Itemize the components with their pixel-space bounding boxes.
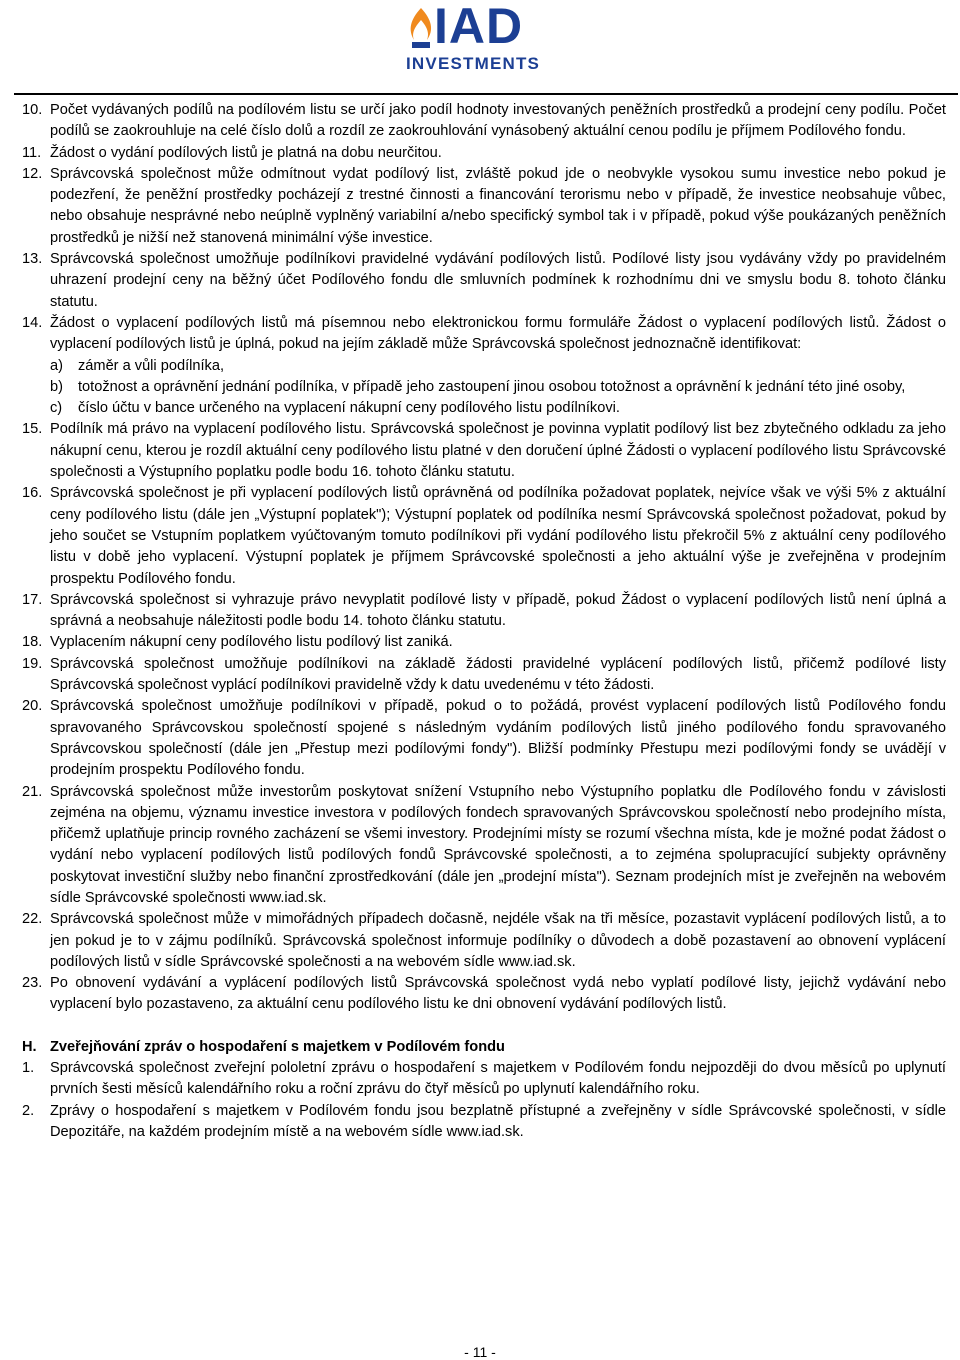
- logo-wordmark: IAD: [434, 0, 524, 54]
- list-item-text: Správcovská společnost umožňuje podílníkovi v případě, pokud o to požádá, provést vyplacení podílových listů Podílového fondu spravovaného Správcovskou společností spojené s následným vydáním podílových listů jiného podílového fondu spravovaného Správcovskou společností (dále jen „Přestup mezi podílovými fondy"). Bližší podmínky Přestupu mezi podílovými fondy se uvádějí v prodejním prospektu Podílového fondu.: [50, 698, 946, 779]
- list-item-marker: 1.: [22, 1060, 35, 1077]
- header-divider: [14, 93, 958, 95]
- list-item: [22, 100, 946, 143]
- list-item-text: Po obnovení vydávání a vyplácení podílových listů Správcovská společnost vydá nebo vyplatí podílové listy, jejichž vydávání nebo vyplacení bylo pozastaveno, za aktuální cenu podílového listu ke dni obnovení vydávání podílových listů.: [50, 975, 946, 1013]
- sub-item: [22, 398, 946, 419]
- list-item-text: Správcovská společnost zveřejní pololetní zprávu o hospodaření s majetkem v Podílovém fondu nejpozději do dvou měsíců po uplynutí prvních šesti měsíců kalendářního roku a roční zprávu do čtyř měsíců po uplynutí kalendářního roku.: [50, 1060, 946, 1098]
- sub-item-text: záměr a vůli podílníka,: [78, 357, 225, 374]
- list-item-marker: 20.: [22, 698, 43, 715]
- list-item-marker: 22.: [22, 911, 43, 928]
- list-item: [22, 483, 946, 589]
- sub-item: [22, 356, 946, 377]
- list-item-text: Žádost o vyplacení podílových listů má písemnou nebo elektronickou formu formuláře Žádost o vyplacení podílových listů. Žádost o vyplacení podílových listů je úplná, pokud na jejím základě může Správcovská společnost jednoznačně identifikovat:: [50, 314, 946, 353]
- sub-item-marker: b): [50, 378, 63, 395]
- list-item-marker: 21.: [22, 783, 43, 800]
- section-letter: H.: [22, 1038, 37, 1055]
- list-item: [22, 696, 946, 781]
- sub-item-text: totožnost a oprávnění jednání podílníka, v případě jeho zastoupení jinou osobou totožnost a oprávnění k jednání této jiné osoby,: [78, 378, 906, 395]
- section-heading: [22, 1037, 946, 1058]
- list-item: [22, 654, 946, 697]
- list-item: [22, 782, 946, 910]
- sub-item-marker: c): [50, 400, 63, 417]
- list-item-text: Správcovská společnost si vyhrazuje právo nevyplatit podílové listy v případě, pokud Žádost o vyplacení podílových listů není úplná a správná a neobsahuje náležitosti podle bodu 14. tohoto článku statutu.: [50, 591, 946, 630]
- company-logo: [402, 0, 567, 76]
- list-item-marker: 17.: [22, 591, 43, 608]
- list-item-marker: 18.: [22, 634, 43, 651]
- document-body: [22, 100, 946, 1143]
- list-item-text: Správcovská společnost umožňuje podílníkovi pravidelné vydávání podílových listů. Podílové listy jsou vydávány vždy po pravidelném uhrazení prodejní ceny na běžný účet Podílového fondu dle smluvních podmínek k rozhodnímu dni ve smyslu bodu 8. tohoto článku statutu.: [50, 251, 946, 310]
- sub-item: [22, 377, 946, 398]
- list-item-marker: 12.: [22, 165, 43, 182]
- page-number: - 11 -: [464, 1344, 496, 1360]
- list-item-marker: 16.: [22, 485, 43, 502]
- sub-item-text: číslo účtu v bance určeného na vyplacení nákupní ceny podílového listu podílníkovi.: [78, 400, 620, 417]
- list-item-text: Správcovská společnost je při vyplacení podílových listů oprávněná od podílníka požadovat poplatek, nejvíce však ve výši 5% z aktuální ceny podílového listu (dále jen „Výstupní poplatek"); Výstupní poplatek od podílníka nesmí Správcovská společnost požadovat, pokud by jeho součet se Vstupním poplatkem vyúčtovaným tomuto podílníkovi při vydání podílového listu překročil 5% z aktuální ceny podílového listu v době jeho vyplacení. Výstupní poplatek je příjmem Správcovské společnosti a jeho aktuální výše je zveřejněna v prodejním prospektu Podílového fondu.: [50, 485, 946, 587]
- list-item-text: Počet vydávaných podílů na podílovém listu se určí jako podíl hodnoty investovaných peněžních prostředků a prodejní ceny podílu. Počet podílů se zaokrouhluje na celé číslo dolů a rozdíl ze zaokrouhlování vynásobený aktuální cenou podílu je příjmem Podílového fondu.: [50, 102, 946, 140]
- list-item-text: Správcovská společnost umožňuje podílníkovi na základě žádosti pravidelné vyplácení podílových listů, přičemž podílové listy Správcovská společnost vyplácí podílníkovi pravidelně vždy k datu uvedenému v této žádosti.: [50, 655, 946, 694]
- list-item-text: Žádost o vydání podílových listů je platná na dobu neurčitou.: [50, 144, 442, 161]
- list-item-marker: 19.: [22, 655, 43, 672]
- list-item: [22, 1101, 946, 1144]
- list-item: [22, 164, 946, 249]
- list-item: [22, 909, 946, 973]
- section-title: Zveřejňování zpráv o hospodaření s majetkem v Podílovém fondu: [50, 1038, 505, 1055]
- list-item: [22, 590, 946, 633]
- numbered-list-continued: [22, 419, 946, 1015]
- list-item-text: Zprávy o hospodaření s majetkem v Podílovém fondu jsou bezplatně přístupné a zveřejněny v sídle Správcovské společnosti, v sídle Depozitáře, na každém prodejním místě a na webovém sídle www.iad.sk.: [50, 1102, 946, 1140]
- list-item: [22, 632, 946, 653]
- list-item: [22, 973, 946, 1016]
- list-item-marker: 15.: [22, 421, 43, 438]
- list-item-text: Správcovská společnost může investorům poskytovat snížení Vstupního nebo Výstupního poplatku dle Podílového fondu v závislosti zejména na objemu, významu investice investora v podílových fondech spravovaných Správcovskou společností nebo prodejního místa, přičemž uplatňuje princip rovného zacházení se všemi investory. Prodejními místy se rozumí všechna místa, kde je možné podat žádost o vydání nebo vyplacení podílových listů podílových fondů Správcovské společnosti, a to zejména spolupracující subjekty oprávněny poskytovat investiční služby nebo finanční zprostředkování (dále jen „prodejní místa"). Seznam prodejních míst je zveřejněn na webovém sídle Správcovské společnosti www.iad.sk.: [50, 783, 946, 906]
- numbered-list: [22, 100, 946, 356]
- logo-subtitle: INVESTMENTS: [406, 54, 541, 73]
- sub-item-marker: a): [50, 357, 63, 374]
- list-item-marker: 10.: [22, 102, 43, 118]
- lettered-sublist: [22, 356, 946, 420]
- list-item-text: Podílník má právo na vyplacení podílového listu. Správcovská společnost je povinna vyplatit podílový list bez zbytečného odkladu za jeho nákupní cenu, kterou je rozdíl aktuální ceny podílového listu platné v den doručení úplné Žádosti o vyplacení podílového listu Správcovské společnosti a Výstupního poplatku podle bodu 16. tohoto článku statutu.: [50, 421, 946, 481]
- list-item-marker: 14.: [22, 314, 43, 331]
- list-item: [22, 1058, 946, 1101]
- list-item: [22, 313, 946, 356]
- list-item-text: Vyplacením nákupní ceny podílového listu podílový list zaniká.: [50, 634, 453, 651]
- list-item-marker: 11.: [22, 144, 42, 161]
- list-item-marker: 23.: [22, 975, 43, 992]
- list-item: [22, 249, 946, 313]
- list-item-text: Správcovská společnost může v mimořádných případech dočasně, nejdéle však na tři měsíce, pozastavit vyplácení podílových listů, a to jen pokud je to v zájmu podílníků. Správcovská společnost informuje podílníky o důvodech a době pozastavení ao obnovení vyplácení podílových listů v sídle Správcovské společnosti a na webovém sídle www.iad.sk.: [50, 911, 946, 970]
- list-item: [22, 419, 946, 483]
- list-item-marker: 13.: [22, 251, 43, 268]
- list-item-marker: 2.: [22, 1102, 35, 1119]
- section-h-list: [22, 1058, 946, 1143]
- list-item: [22, 143, 946, 164]
- list-item-text: Správcovská společnost může odmítnout vydat podílový list, zvláště pokud jde o neobvykle vysokou sumu investice nebo pokud je podezření, že peněžní prostředky pocházejí z trestné činnosti a financování terorismu nebo v případě, že investice neobsahuje vůbec, nebo obsahuje nesprávné nebo neúplně vyplněný variabilní a/nebo specifický symbol tak i v případě, pokud výše poukázaných peněžních prostředků je nižší než stanovená minimální výše investice.: [50, 165, 946, 246]
- page-header: [0, 0, 960, 84]
